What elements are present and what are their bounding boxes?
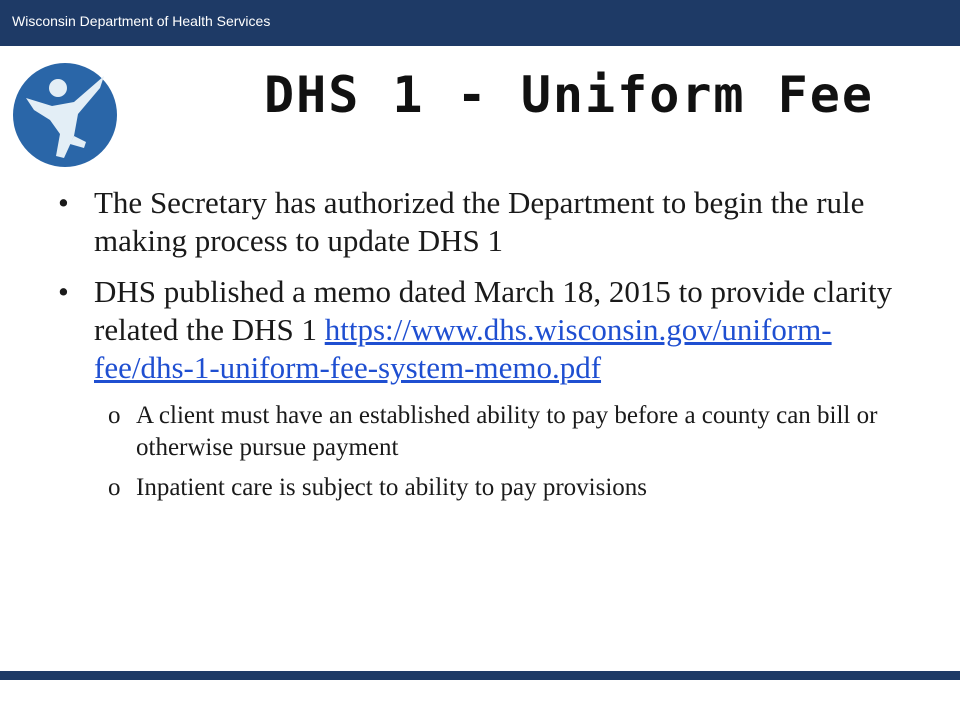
- footer-bar: [0, 671, 960, 680]
- bullet-item: [58, 273, 908, 387]
- sub-bullet-item: [108, 400, 908, 464]
- sub-bullet-marker: o: [108, 402, 121, 429]
- bullet-marker: •: [58, 274, 69, 309]
- slide-content: [58, 184, 908, 512]
- sub-bullet-item: [108, 472, 908, 504]
- dhs-logo-icon: [12, 62, 118, 168]
- bullet-marker: •: [58, 185, 69, 220]
- memo-link[interactable]: https://www.dhs.wisconsin.gov/uniform-fee/dhs-1-uniform-fee-system-memo.pdf: [94, 312, 832, 385]
- header-bar: [0, 0, 960, 46]
- org-name: Wisconsin Department of Health Services: [12, 13, 271, 29]
- bullet-item: [58, 184, 908, 260]
- sub-bullet-text: Inpatient care is subject to ability to pay provisions: [136, 474, 647, 501]
- bullet-text: The Secretary has authorized the Department to begin the rule making process to update DHS 1: [94, 185, 865, 258]
- slide-title: DHS 1 - Uniform Fee: [264, 66, 874, 124]
- sub-bullet-text: A client must have an established ability to pay before a county can bill or otherwise pursue payment: [136, 402, 878, 461]
- sub-bullet-marker: o: [108, 474, 121, 501]
- bullet-text: DHS published a memo dated March 18, 2015 to provide clarity related the DHS 1: [94, 274, 893, 347]
